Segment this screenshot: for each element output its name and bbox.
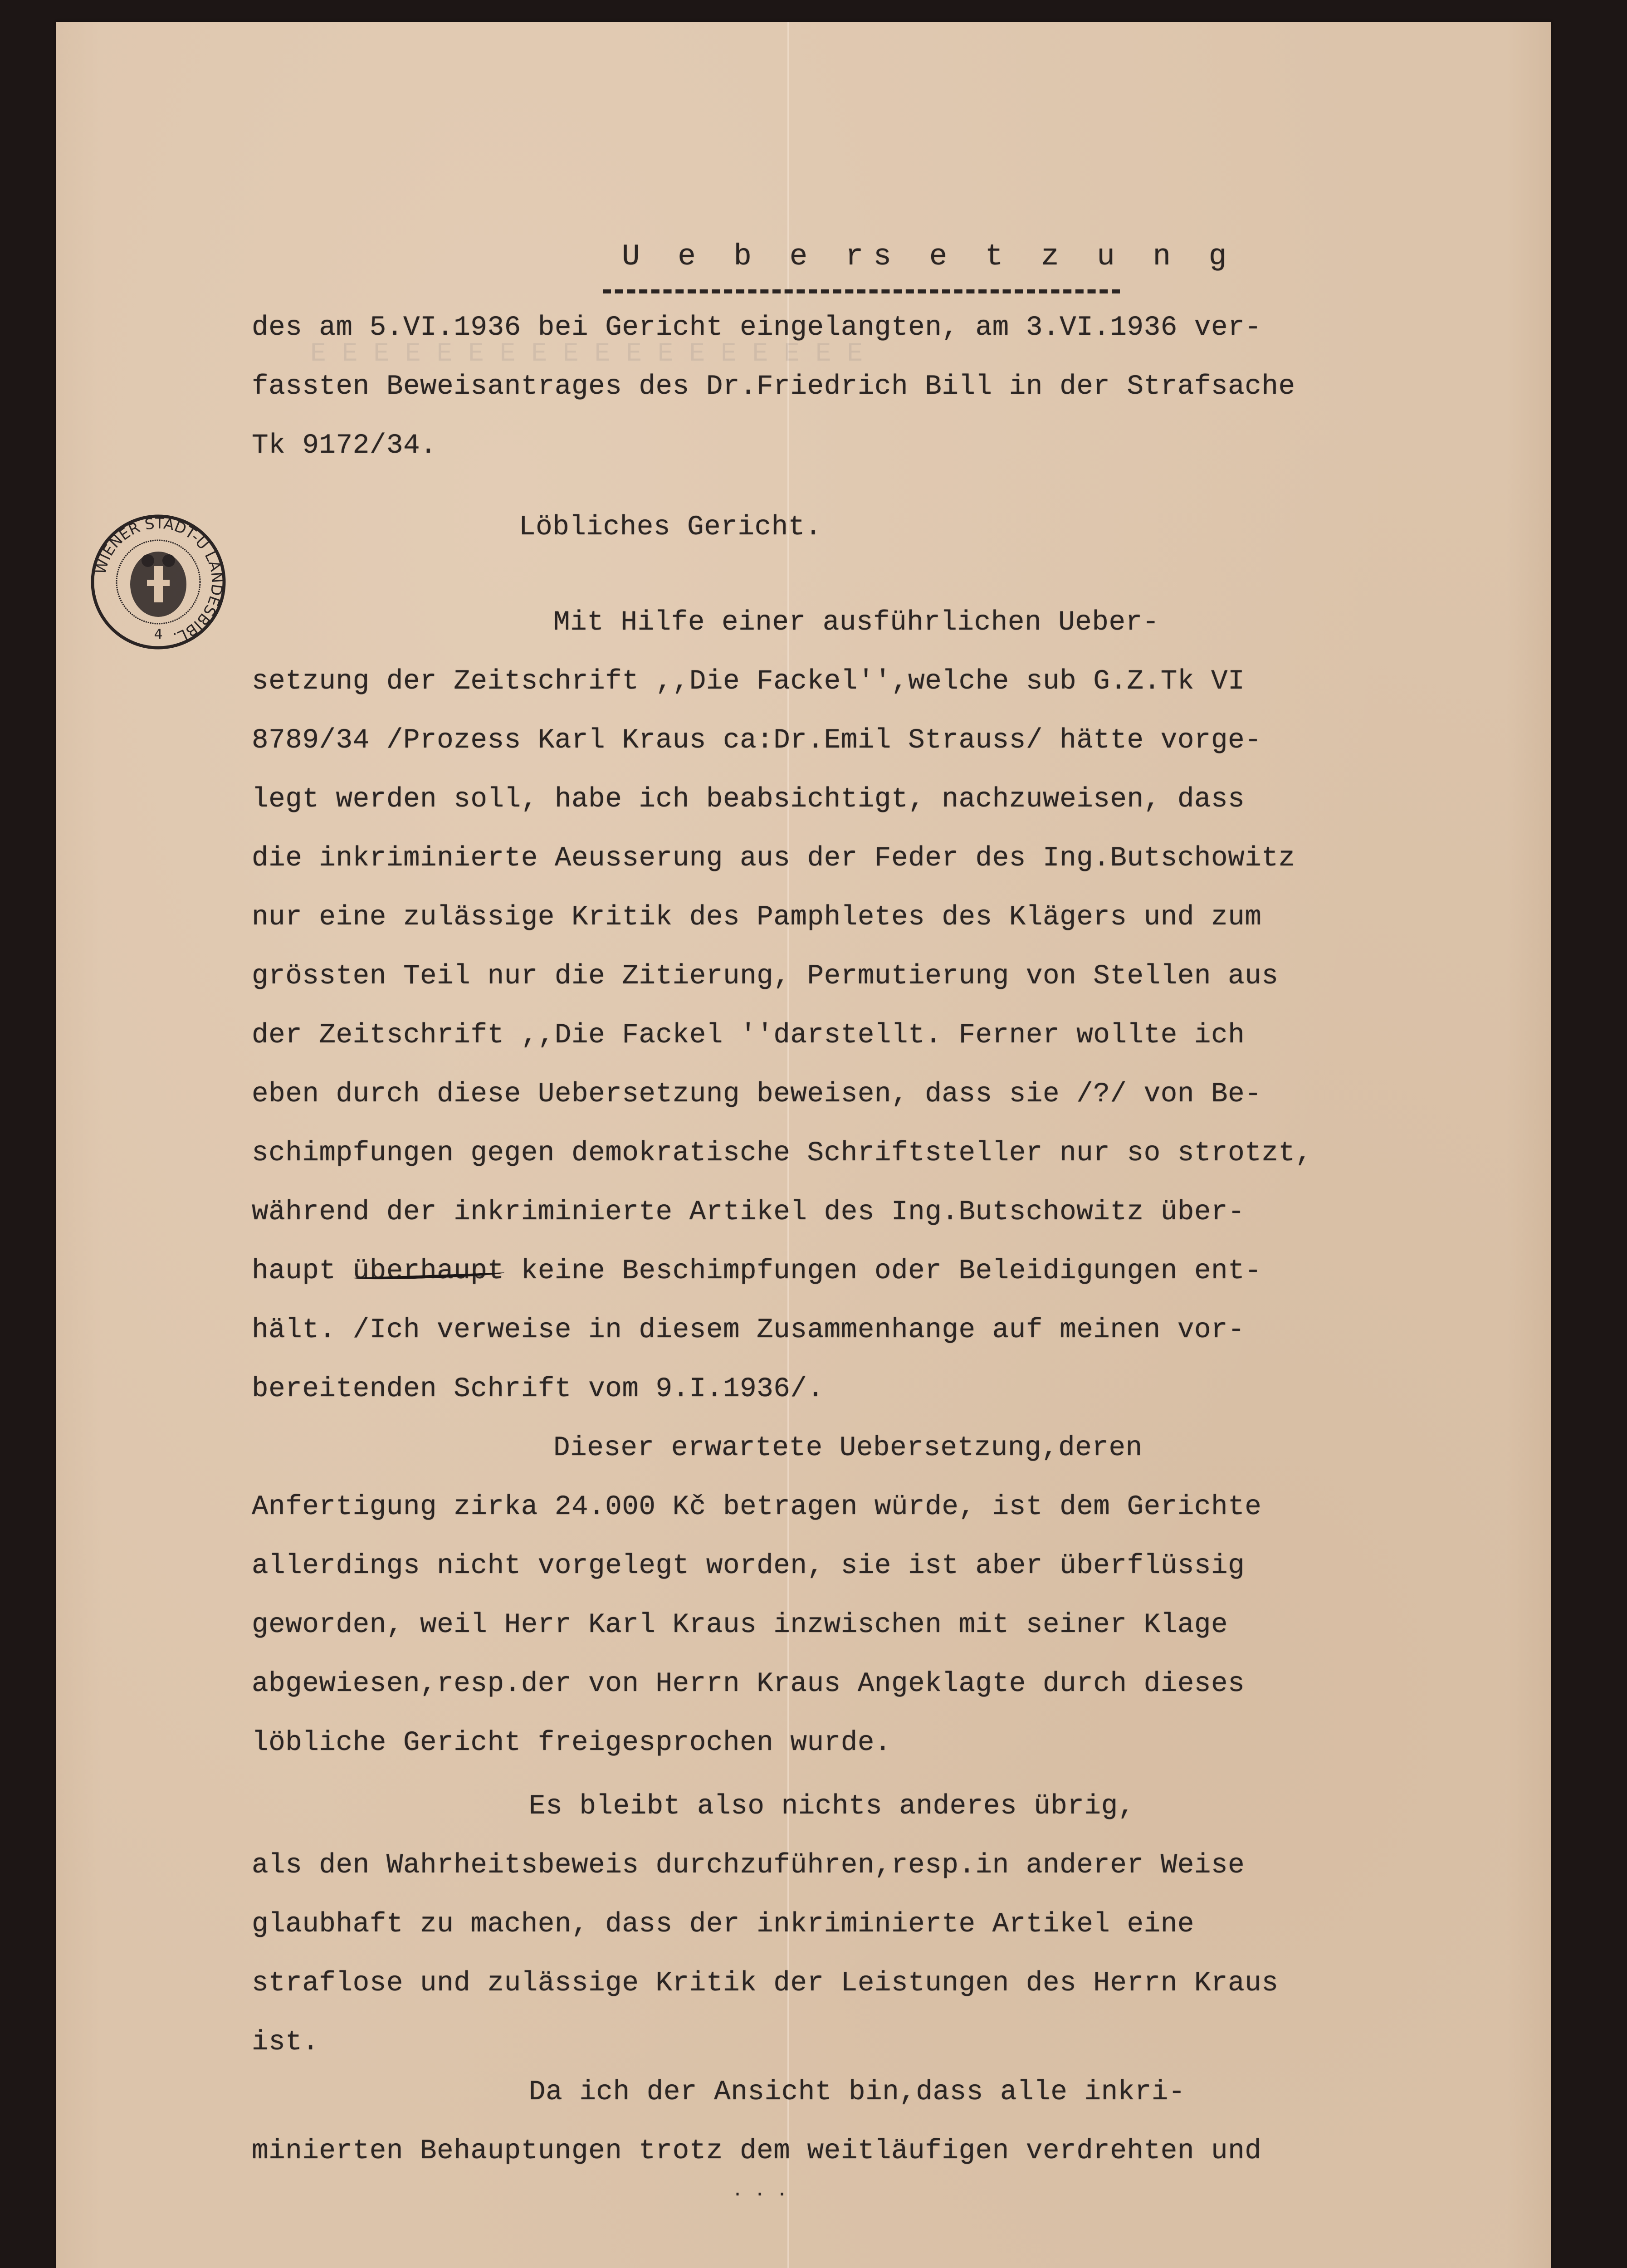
paragraph-line: nur eine zulässige Kritik des Pamphletes des Klägers und zum [252, 902, 1262, 933]
paragraph-line: während der inkriminierte Artikel des Ing.Butschowitz über- [252, 1197, 1245, 1228]
paragraph-line: als den Wahrheitsbeweis durchzuführen,resp.in anderer Weise [252, 1850, 1245, 1881]
salutation: Löbliches Gericht. [519, 512, 822, 543]
paragraph-line: eben durch diese Uebersetzung beweisen, dass sie /?/ von Be- [252, 1079, 1262, 1110]
stamp-text: WIENER STADT-U LANDESBIBL. [91, 514, 226, 647]
bleed-through-text: E E E E E E E E E E E E E E E E E E [310, 339, 863, 369]
paragraph-line: grössten Teil nur die Zitierung, Permutierung von Stellen aus [252, 961, 1279, 992]
paragraph-line: abgewiesen,resp.der von Herrn Kraus Angeklagte durch dieses [252, 1668, 1245, 1700]
paragraph-line: glaubhaft zu machen, dass der inkriminierte Artikel eine [252, 1909, 1194, 1940]
library-stamp [88, 512, 229, 652]
paragraph-line: hält. /Ich verweise in diesem Zusammenhange auf meinen vor- [252, 1315, 1245, 1346]
paragraph-line: straflose und zulässige Kritik der Leistungen des Herrn Kraus [252, 1968, 1279, 1999]
paragraph-line: 8789/34 /Prozess Karl Kraus ca:Dr.Emil Strauss/ hätte vorge- [252, 725, 1262, 756]
paragraph-line: geworden, weil Herr Karl Kraus inzwischen mit seiner Klage [252, 1609, 1228, 1641]
struck-word: überhaupt [352, 1256, 504, 1287]
paragraph-1-first-line: Mit Hilfe einer ausführlichen Ueber- [553, 607, 1159, 638]
paragraph-2-first-line: Dieser erwartete Uebersetzung,deren [553, 1432, 1143, 1464]
paragraph-line: bereitenden Schrift vom 9.I.1936/. [252, 1374, 824, 1405]
paragraph-line: Anfertigung zirka 24.000 Kč betragen würde, ist dem Gerichte [252, 1491, 1262, 1523]
intro-line: Tk 9172/34. [252, 430, 437, 461]
paragraph-line-with-strikeout [252, 1256, 1261, 1287]
trailing-mark: . . . [732, 2181, 788, 2201]
paragraph-line: setzung der Zeitschrift ,,Die Fackel'',welche sub G.Z.Tk VI [252, 666, 1245, 697]
paragraph-line: legt werden soll, habe ich beabsichtigt, nachzuweisen, dass [252, 784, 1245, 815]
paragraph-line: schimpfungen gegen demokratische Schriftsteller nur so strotzt, [252, 1138, 1312, 1169]
paragraph-line: der Zeitschrift ,,Die Fackel ''darstellt. Ferner wollte ich [252, 1020, 1245, 1051]
intro-line: des am 5.VI.1936 bei Gericht eingelangten, am 3.VI.1936 ver- [252, 312, 1262, 343]
line-text-before: haupt [252, 1256, 353, 1287]
paragraph-line: minierten Behauptungen trotz dem weitläufigen verdrehten und [252, 2136, 1262, 2167]
paragraph-line: ist. [252, 2027, 319, 2058]
line-text-after: keine Beschimpfungen oder Beleidigungen ent- [504, 1256, 1262, 1287]
document-page [56, 22, 1551, 2268]
paragraph-line: löbliche Gericht freigesprochen wurde. [252, 1727, 892, 1759]
document-title: U e b e rs e t z u n g [622, 240, 1237, 274]
intro-line: fassten Beweisantrages des Dr.Friedrich Bill in der Strafsache [252, 371, 1295, 402]
paragraph-line: die inkriminierte Aeusserung aus der Feder des Ing.Butschowitz [252, 843, 1295, 874]
paragraph-4-first-line: Da ich der Ansicht bin,dass alle inkri- [529, 2077, 1186, 2108]
eagle-crest-icon [130, 552, 186, 617]
paragraph-line: allerdings nicht vorgelegt worden, sie ist aber überflüssig [252, 1550, 1245, 1582]
stamp-number: 4 [154, 626, 163, 642]
paragraph-3-first-line: Es bleibt also nichts anderes übrig, [529, 1791, 1135, 1822]
title-underline [603, 289, 1120, 293]
